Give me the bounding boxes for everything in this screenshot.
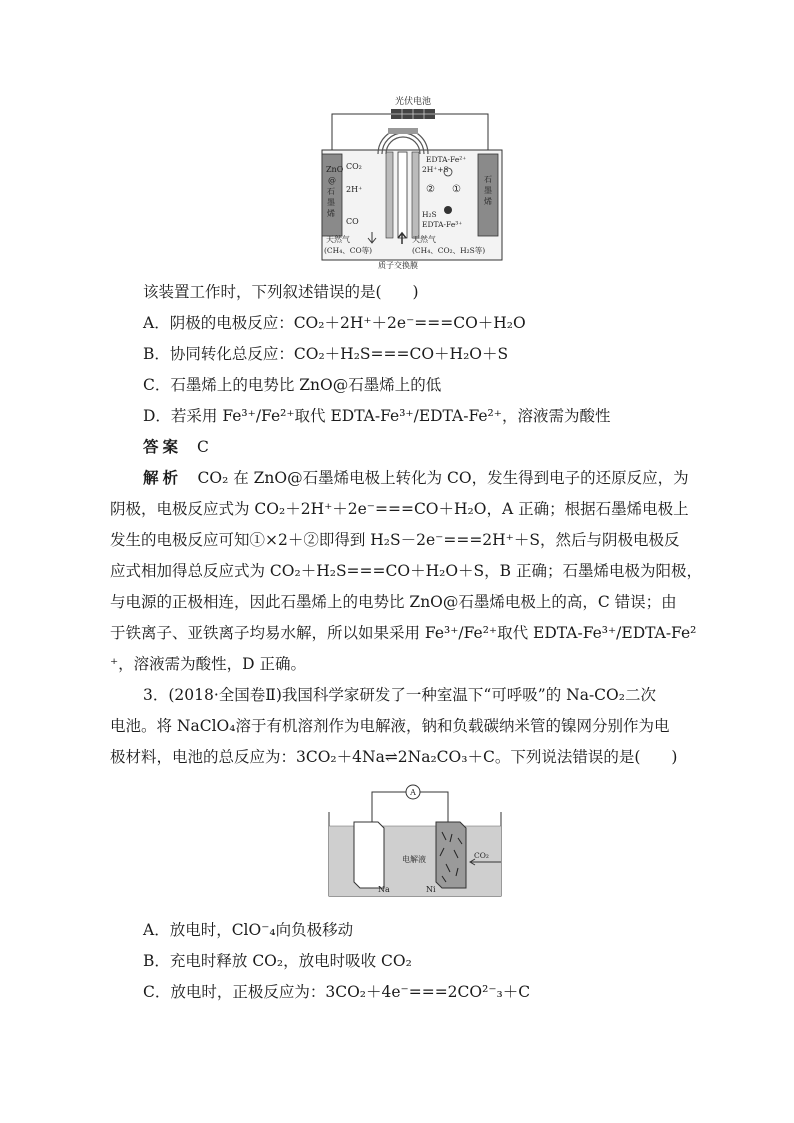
q3-option-c: C．放电时，正极反应为：3CO₂＋4e⁻===2CO²⁻₃＋C — [143, 983, 531, 1001]
q2-analysis-line-2: 阴极，电极反应式为 CO₂＋2H⁺＋2e⁻===CO＋H₂O，A 正确；根据石墨烯电极上 — [110, 500, 689, 518]
na-electrode — [354, 822, 384, 888]
h-right-label: 2H⁺+S — [422, 165, 449, 174]
left-electrode-label: ZnO @石墨烯 — [326, 165, 344, 218]
ni-label: Ni — [426, 885, 436, 894]
q2-answer — [143, 437, 209, 457]
q2-analysis-line-1 — [143, 468, 689, 488]
na-label: Na — [378, 885, 390, 894]
q2-analysis-line-7: ⁺，溶液需为酸性，D 正确。 — [110, 655, 307, 673]
gas-right-label: 天然气 — [412, 235, 436, 244]
gas-left-composition: (CH₄、CO等) — [324, 246, 373, 255]
solar-panel-icon — [391, 109, 435, 119]
h2s-label: H₂S — [422, 210, 437, 219]
electrolysis-cell-diagram — [318, 92, 508, 272]
co-label: CO — [346, 217, 359, 226]
edta-fe3-label: EDTA-Fe³⁺ — [422, 220, 463, 229]
figure-na-co2-battery — [326, 784, 504, 898]
q2-option-a: A．阴极的电极反应：CO₂＋2H⁺＋2e⁻===CO＋H₂O — [143, 314, 526, 332]
electrolyte-label: 电解液 — [402, 855, 426, 864]
gas-left-label: 天然气 — [326, 235, 350, 244]
q2-analysis-line-5: 与电源的正极相连，因此石墨烯上的电势比 ZnO@石墨烯电极上的高，C 错误；由 — [110, 593, 677, 611]
h-left-label: 2H⁺ — [346, 185, 363, 194]
q2-analysis-line-4: 应式相加得总反应式为 CO₂＋H₂S===CO＋H₂O＋S，B 正确；石墨烯电极为阳极， — [110, 562, 702, 580]
q2-option-b: B．协同转化总反应：CO₂＋H₂S===CO＋H₂O＋S — [143, 345, 509, 363]
q3-stem-line-2: 电池。将 NaClO₄溶于有机溶剂作为电解液，钠和负载碳纳米管的镍网分别作为电 — [110, 717, 670, 735]
q2-option-d: D．若采用 Fe³⁺/Fe²⁺取代 EDTA-Fe³⁺/EDTA-Fe²⁺，溶液需为酸性 — [143, 407, 611, 425]
q2-analysis-line-3: 发生的电极反应可知①×2＋②即得到 H₂S－2e⁻===2H⁺＋S，然后与阴极电极反 — [110, 531, 680, 549]
gas-right-composition: (CH₄、CO₂、H₂S等) — [412, 246, 486, 255]
answer-label: 答案 — [143, 437, 183, 456]
co2-inlet-label: CO₂ — [474, 851, 489, 860]
membrane — [398, 152, 407, 238]
battery-diagram — [326, 784, 504, 898]
q2-stem: 该装置工作时，下列叙述错误的是( ) — [143, 283, 419, 301]
q3-stem-line-3: 极材料，电池的总反应为：3CO₂＋4Na⇌2Na₂CO₃＋C。下列说法错误的是( ) — [110, 748, 678, 766]
answer-value: C — [196, 438, 209, 456]
q3-option-b: B．充电时释放 CO₂，放电时吸收 CO₂ — [143, 952, 412, 970]
circle-two: ② — [426, 184, 435, 195]
q2-analysis-line-6: 于铁离子、亚铁离子均易水解，所以如果采用 Fe³⁺/Fe²⁺取代 EDTA-Fe³⁺/EDTA-Fe² — [110, 624, 697, 642]
right-electrode-label: 石墨烯 — [484, 175, 492, 206]
solar-label: 光伏电池 — [394, 97, 432, 107]
co2-label: CO₂ — [346, 162, 362, 171]
analysis-text: CO₂ 在 ZnO@石墨烯电极上转化为 CO，发生得到电子的还原反应，为 — [182, 469, 689, 487]
figure-electrolysis-cell — [318, 92, 508, 272]
ammeter-label: A — [410, 788, 416, 797]
edta-fe2-label: EDTA-Fe²⁺ — [426, 155, 467, 164]
q3-option-a: A．放电时，ClO⁻₄向负极移动 — [143, 921, 354, 939]
analysis-label: 解析 — [143, 468, 183, 487]
circle-one: ① — [452, 184, 461, 195]
right-electrode — [478, 154, 498, 236]
membrane-label: 质子交换膜 — [378, 261, 418, 270]
q2-option-c: C．石墨烯上的电势比 ZnO@石墨烯上的低 — [143, 376, 442, 394]
q3-stem-line-1: 3．(2018·全国卷Ⅱ)我国科学家研发了一种室温下“可呼吸”的 Na-CO₂二次 — [143, 686, 656, 704]
